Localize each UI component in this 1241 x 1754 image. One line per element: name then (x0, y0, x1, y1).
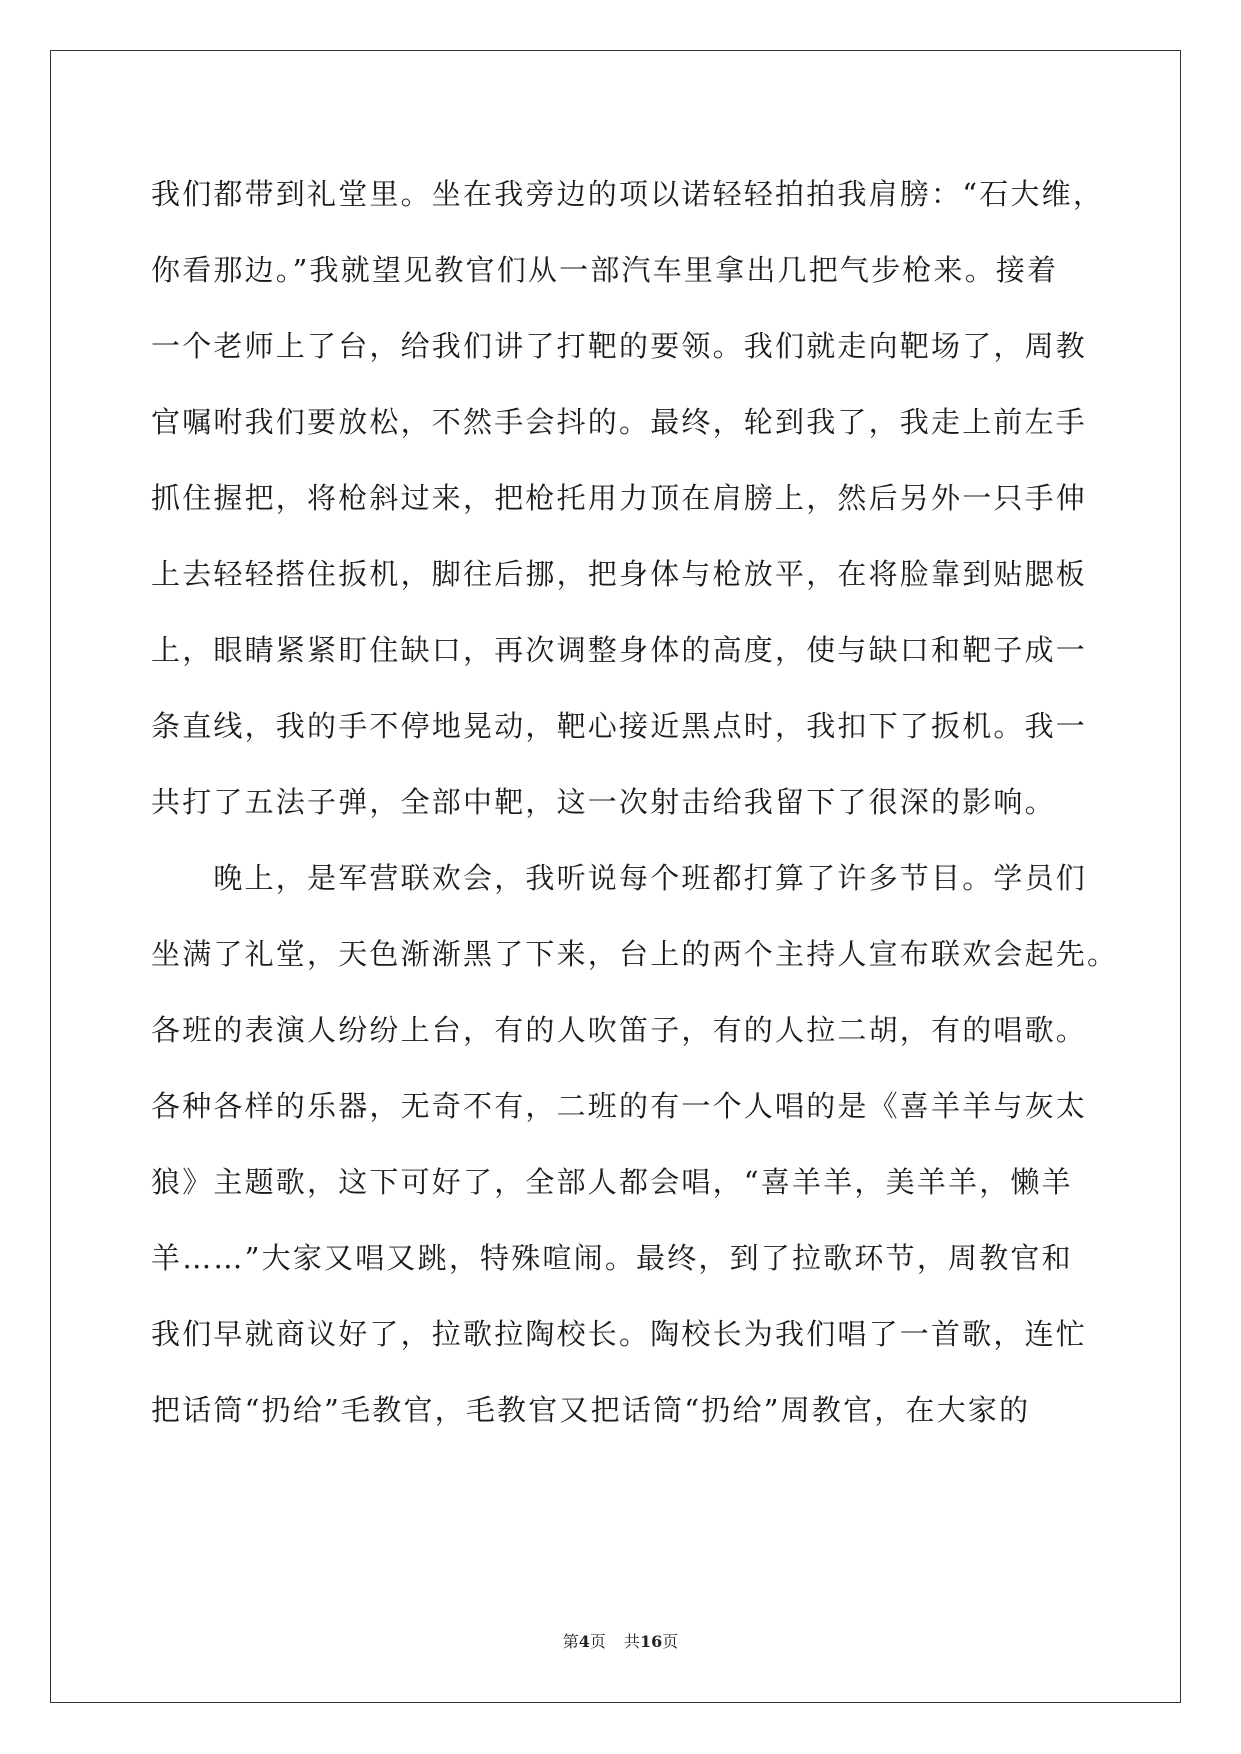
text-line: 我们早就商议好了，拉歌拉陶校长。陶校长为我们唱了一首歌，连忙 (151, 1317, 1088, 1351)
text-line: 上，眼睛紧紧盯住缺口，再次调整身体的高度，使与缺口和靶子成一 (151, 633, 1088, 667)
total-prefix: 共 (623, 1632, 640, 1651)
text-line: 共打了五法子弹，全部中靶，这一次射击给我留下了很深的影响。 (151, 785, 1056, 819)
text-line: 各班的表演人纷纷上台，有的人吹笛子，有的人拉二胡，有的唱歌。 (151, 1013, 1088, 1047)
text-line: 羊……”大家又唱又跳，特殊喧闹。最终，到了拉歌环节，周教官和 (151, 1241, 1073, 1275)
text-line: 我们都带到礼堂里。坐在我旁边的项以诺轻轻拍拍我肩膀：“石大维， (151, 177, 1105, 211)
text-line: 晚上，是军营联欢会，我听说每个班都打算了许多节目。学员们 (151, 861, 1088, 895)
text-line: 抓住握把，将枪斜过来，把枪托用力顶在肩膀上，然后另外一只手伸 (151, 481, 1088, 515)
page-number: 4 (578, 1632, 590, 1651)
text-line: 坐满了礼堂，天色渐渐黑了下来，台上的两个主持人宣布联欢会起先。 (151, 937, 1119, 971)
document-body (151, 156, 1119, 1448)
page-suffix: 页 (589, 1632, 606, 1651)
text-line: 一个老师上了台，给我们讲了打靶的要领。我们就走向靶场了，周教 (151, 329, 1088, 363)
total-suffix: 页 (662, 1632, 679, 1651)
page-prefix: 第 (562, 1632, 579, 1651)
text-line: 各种各样的乐器，无奇不有，二班的有一个人唱的是《喜羊羊与灰太 (151, 1089, 1088, 1123)
text-line: 你看那边。”我就望见教官们从一部汽车里拿出几把气步枪来。接着 (151, 253, 1059, 287)
page-footer (0, 1629, 1241, 1652)
total-pages: 16 (639, 1632, 663, 1651)
text-line: 条直线，我的手不停地晃动，靶心接近黑点时，我扣下了扳机。我一 (151, 709, 1088, 743)
text-line: 狼》主题歌，这下可好了，全部人都会唱，“喜羊羊，美羊羊，懒羊 (151, 1165, 1073, 1199)
text-line: 把话筒“扔给”毛教官，毛教官又把话筒“扔给”周教官，在大家的 (151, 1393, 1031, 1427)
text-line: 上去轻轻搭住扳机，脚往后挪，把身体与枪放平，在将脸靠到贴腮板 (151, 557, 1088, 591)
text-line: 官嘱咐我们要放松，不然手会抖的。最终，轮到我了，我走上前左手 (151, 405, 1088, 439)
